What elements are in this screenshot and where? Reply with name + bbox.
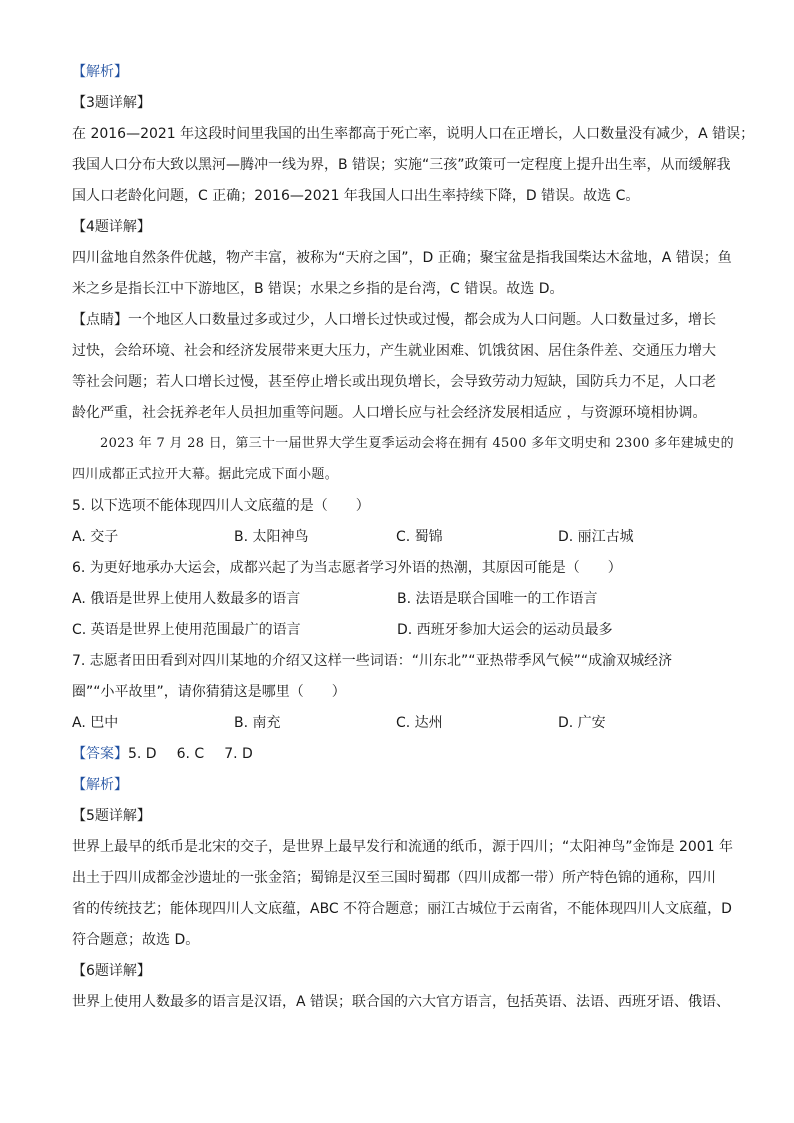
option-a: A. 交子	[72, 529, 119, 545]
question-6-options-row-2	[72, 620, 722, 640]
question-3-detail	[72, 124, 755, 206]
question-5-options	[72, 527, 722, 547]
text-line: 世界上使用人数最多的语言是汉语，A 错误；联合国的六大官方语言，包括英语、法语、西班牙语、俄语、	[72, 994, 731, 1010]
option-d: D. 广安	[558, 715, 606, 731]
question-5-detail	[72, 837, 734, 950]
option-c: C. 英语是世界上使用范围最广的语言	[72, 622, 301, 638]
option-b: B. 太阳神鸟	[234, 529, 309, 545]
text-line: 7. 志愿者田田看到对四川某地的介绍又这样一些词语：“川东北”“亚热带季风气候”“成渝双城经济	[72, 653, 673, 669]
question-5-detail-heading: 【5题详解】	[72, 808, 151, 824]
text-line: 符合题意；故选 D。	[72, 932, 200, 948]
text-line: 国人口老龄化问题，C 正确；2016—2021 年我国人口出生率持续下降，D 错误。故选 C。	[72, 188, 640, 204]
document-page	[72, 62, 755, 1012]
option-a: A. 俄语是世界上使用人数最多的语言	[72, 591, 301, 607]
question-3-detail-heading: 【3题详解】	[72, 95, 151, 111]
text-line: 圈”“小平故里”，请你猜猜这是哪里（ ）	[72, 684, 346, 700]
text-line: 等社会问题；若人口增长过慢，甚至停止增长或出现负增长，会导致劳动力短缺，国防兵力不足，人口老	[72, 374, 716, 390]
question-4-detail-heading: 【4题详解】	[72, 219, 151, 235]
text-line: 【点睛】一个地区人口数量过多或过少，人口增长过快或过慢，都会成为人口问题。人口数量过多，增长	[72, 312, 716, 328]
text-line: 我国人口分布大致以黑河—腾冲一线为界，B 错误；实施“三孩”政策可一定程度上提升出生率，从而缓解我	[72, 157, 731, 173]
question-6-detail-heading: 【6题详解】	[72, 963, 151, 979]
section-heading-analysis: 【解析】	[72, 777, 128, 793]
answer-label: 【答案】	[72, 746, 128, 762]
option-d: D. 西班牙参加大运会的运动员最多	[397, 622, 613, 638]
option-b: B. 法语是联合国唯一的工作语言	[397, 591, 598, 607]
section-heading-analysis: 【解析】	[72, 64, 128, 80]
answer-6: 6. C	[176, 746, 205, 762]
question-4-detail	[72, 248, 732, 299]
option-c: C. 达州	[396, 715, 443, 731]
answer-7: 7. D	[224, 746, 253, 762]
answer-line	[72, 744, 722, 764]
option-d: D. 丽江古城	[558, 529, 634, 545]
text-line: 龄化严重，社会抚养老年人员担加重等问题。人口增长应与社会经济发展相适应 ，与资源环境相协调。	[72, 405, 707, 421]
text-line: 四川盆地自然条件优越，物产丰富，被称为“天府之国”，D 正确；聚宝盆是指我国柴达木盆地，A 错误；鱼	[72, 250, 732, 266]
text-line: 米之乡是指长江中下游地区，B 错误；水果之乡指的是台湾，C 错误。故选 D。	[72, 281, 564, 297]
text-line: 四川成都正式拉开大幕。据此完成下面小题。	[72, 467, 339, 482]
question-7-stem	[72, 651, 722, 702]
option-c: C. 蜀锦	[396, 529, 443, 545]
text-line: 出土于四川成都金沙遗址的一张金箔；蜀锦是汉至三国时蜀郡（四川成都一带）所产特色锦的通称，四川	[72, 870, 716, 886]
option-a: A. 巴中	[72, 715, 119, 731]
question-5-stem: 5. 以下选项不能体现四川人文底蕴的是（ ）	[72, 498, 370, 514]
question-6-options-row-1	[72, 589, 722, 609]
text-line: 省的传统技艺；能体现四川人文底蕴，ABC 不符合题意；丽江古城位于云南省，不能体现四川人文底蕴，D	[72, 901, 732, 917]
key-point-note	[72, 310, 722, 423]
text-line: 在 2016—2021 年这段时间里我国的出生率都高于死亡率，说明人口在正增长，人口数量没有减少，A 错误；	[72, 126, 755, 142]
question-6-detail	[72, 992, 731, 1012]
text-line: 过快，会给环境、社会和经济发展带来更大压力，产生就业困难、饥饿贫困、居住条件差、交通压力增大	[72, 343, 716, 359]
question-7-options	[72, 713, 722, 733]
answer-5: 5. D	[128, 746, 157, 762]
question-6-stem: 6. 为更好地承办大运会，成都兴起了为当志愿者学习外语的热潮，其原因可能是（ ）	[72, 560, 622, 576]
option-b: B. 南充	[234, 715, 281, 731]
text-line: 世界上最早的纸币是北宋的交子，是世界上最早发行和流通的纸币，源于四川；“太阳神鸟”金饰是 2001 年	[72, 839, 734, 855]
question-group-intro	[72, 434, 734, 485]
text-line: 2023 年 7 月 28 日，第三十一届世界大学生夏季运动会将在拥有 4500 多年文明史和 2300 多年建城史的	[100, 436, 734, 451]
